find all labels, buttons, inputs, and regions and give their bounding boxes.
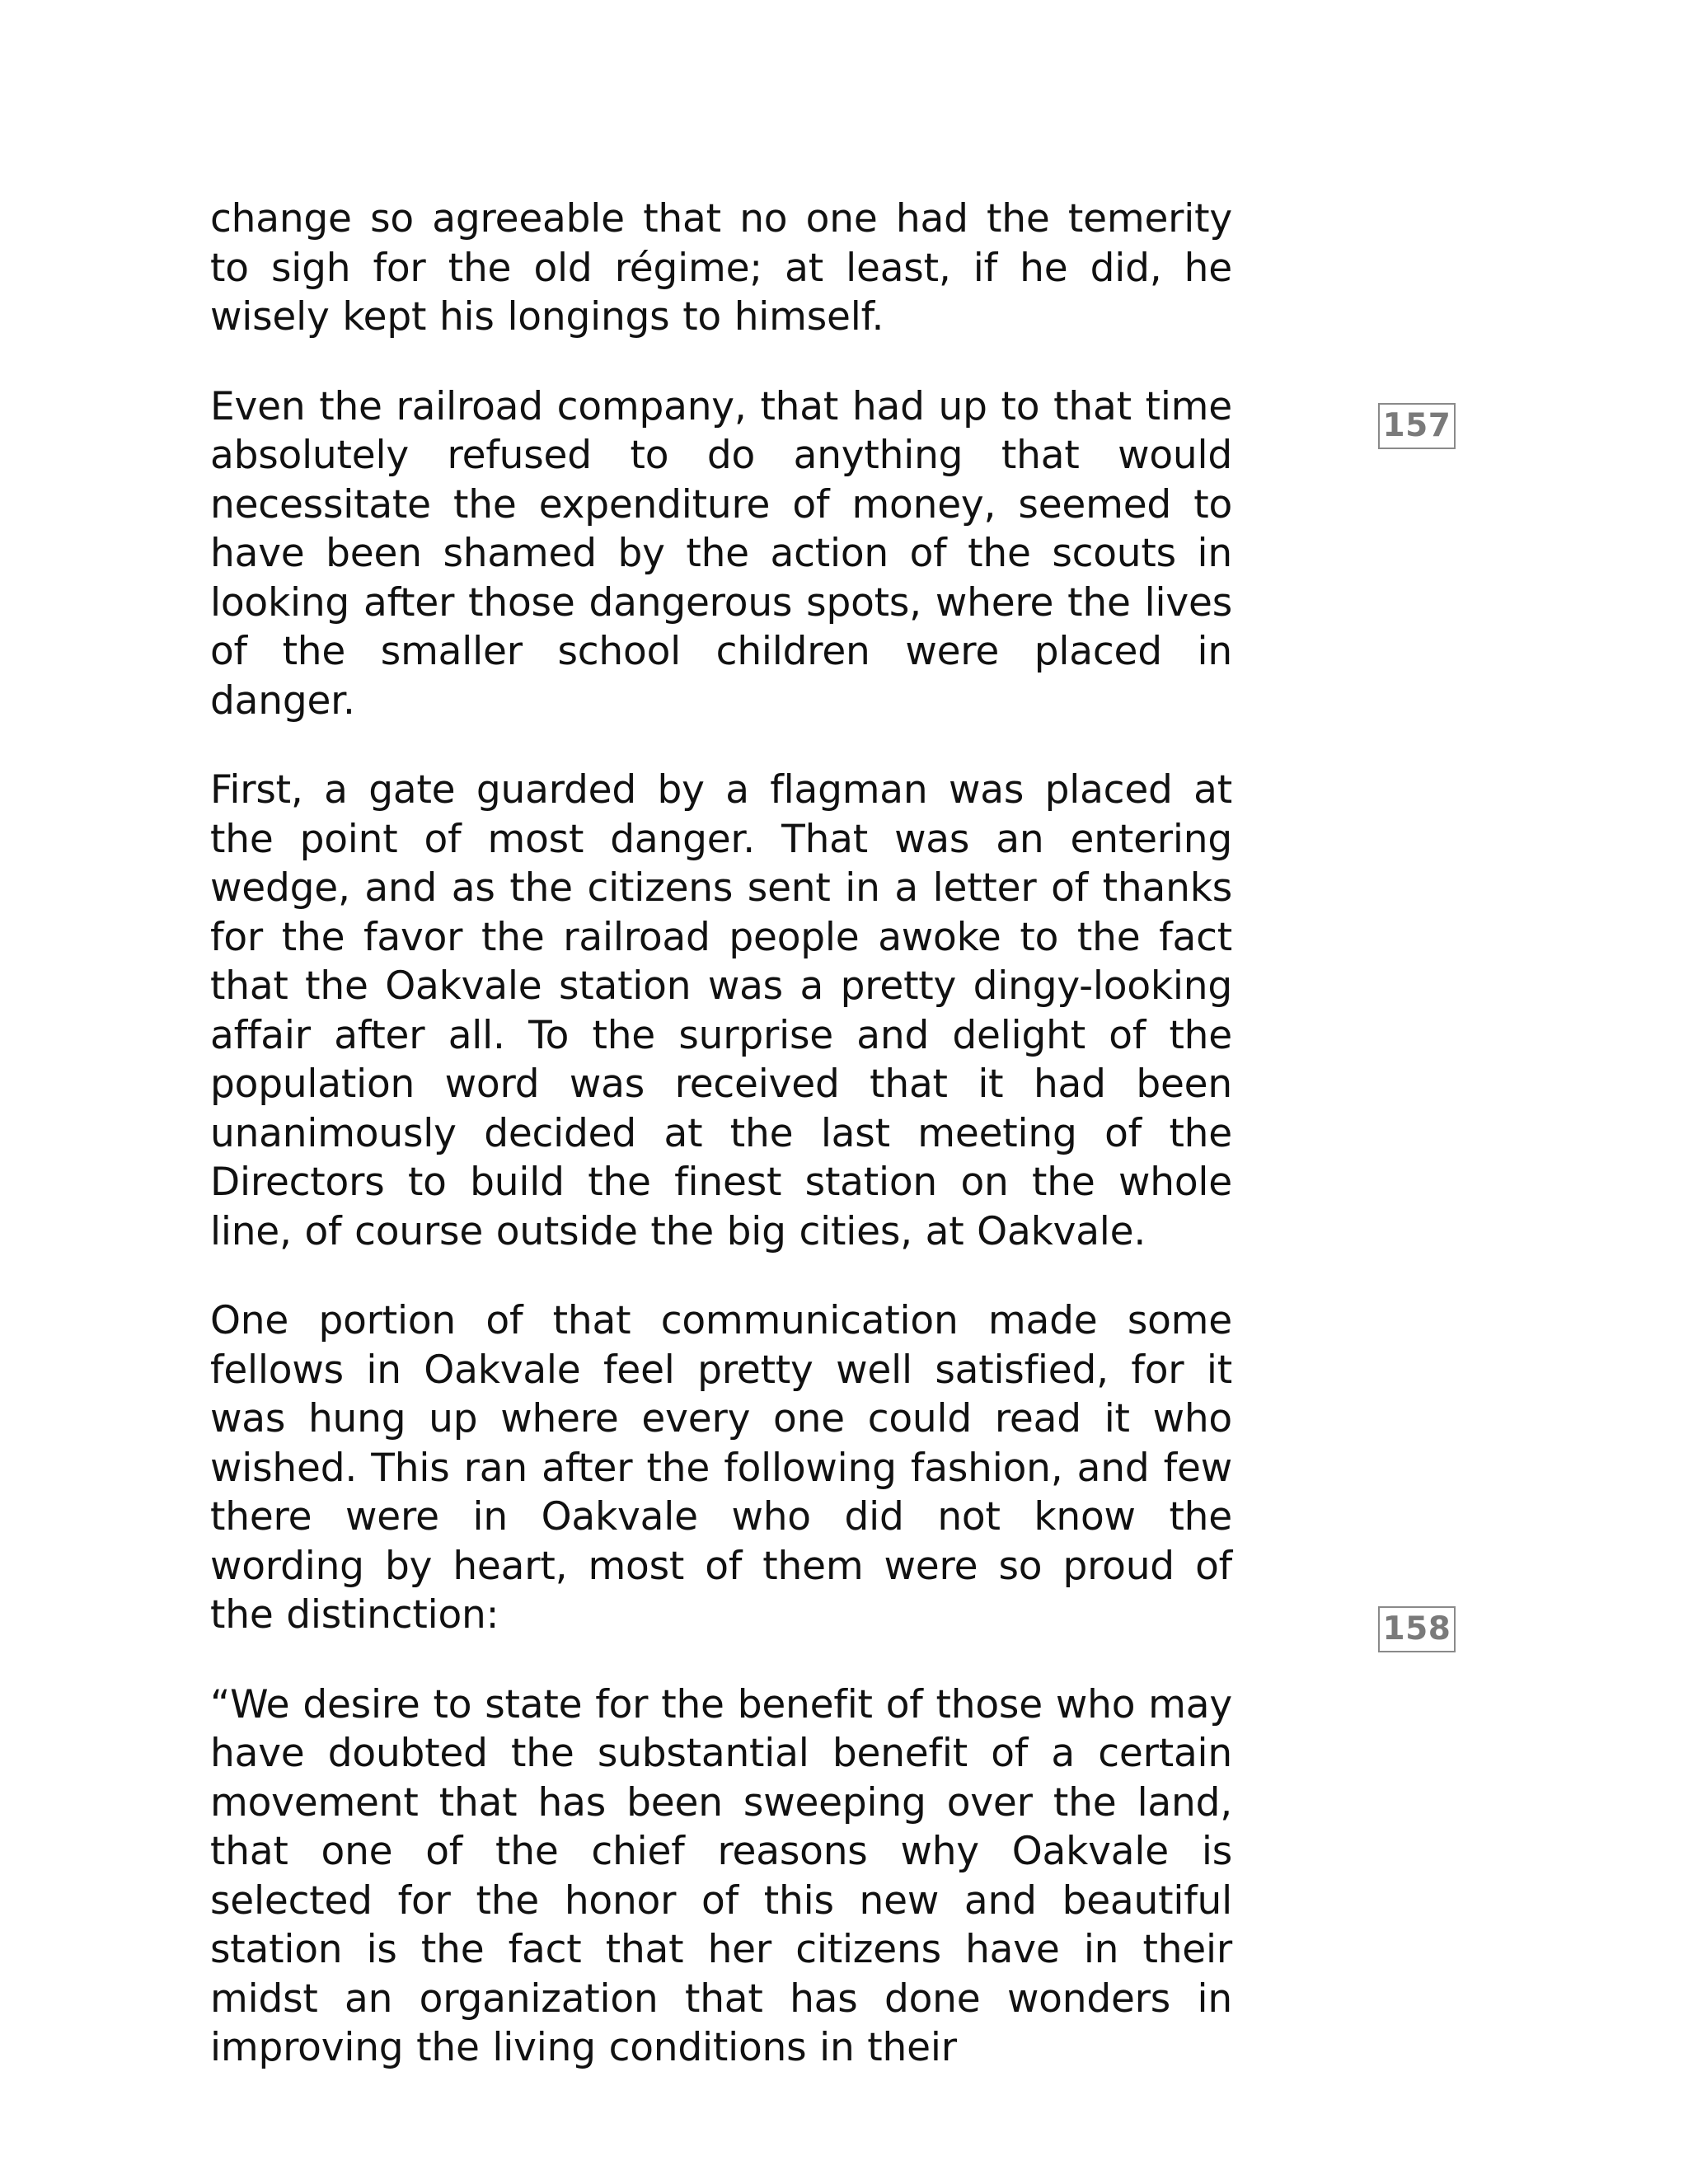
paragraph: Even the railroad company, that had up to that time absolutely refused to do anything that would necessitate the expenditure of money, seemed to have been shamed by the action of the scouts in looking after those dangerous spots, where the lives of the smaller school children were placed in danger. <box>210 383 1232 724</box>
page-number-marker: 158 <box>1378 1606 1456 1652</box>
paragraph: One portion of that communication made some fellows in Oakvale feel pretty well satisfied, for it was hung up where every one could read it who wished. This ran after the following fashion, and few there were in Oakvale who did not know the wording by heart, most of them were so proud of the distinction: <box>210 1298 1232 1638</box>
page-number-marker: 157 <box>1378 403 1456 449</box>
paragraph: First, a gate guarded by a flagman was placed at the point of most danger. That was an entering wedge, and as the citizens sent in a letter of thanks for the favor the railroad people awoke to the fact that the Oakvale station was a pretty dingy-looking affair after all. To the surprise and delight of the population word was received that it had been unanimously decided at the last meeting of the Directors to build the finest station on the whole line, of course outside the big cities, at Oakvale. <box>210 767 1232 1254</box>
paragraph: “We desire to state for the benefit of those who may have doubted the substantial benefit of a certain movement that has been sweeping over the land, that one of the chief reasons why Oakvale is selected for the honor of this new and beautiful station is the fact that her citizens have in their midst an organization that has done wonders in improving the living conditions in their <box>210 1681 1232 2070</box>
body-text <box>210 194 1232 2113</box>
paragraph: change so agreeable that no one had the temerity to sigh for the old régime; at least, if he did, he wisely kept his longings to himself. <box>210 196 1232 340</box>
